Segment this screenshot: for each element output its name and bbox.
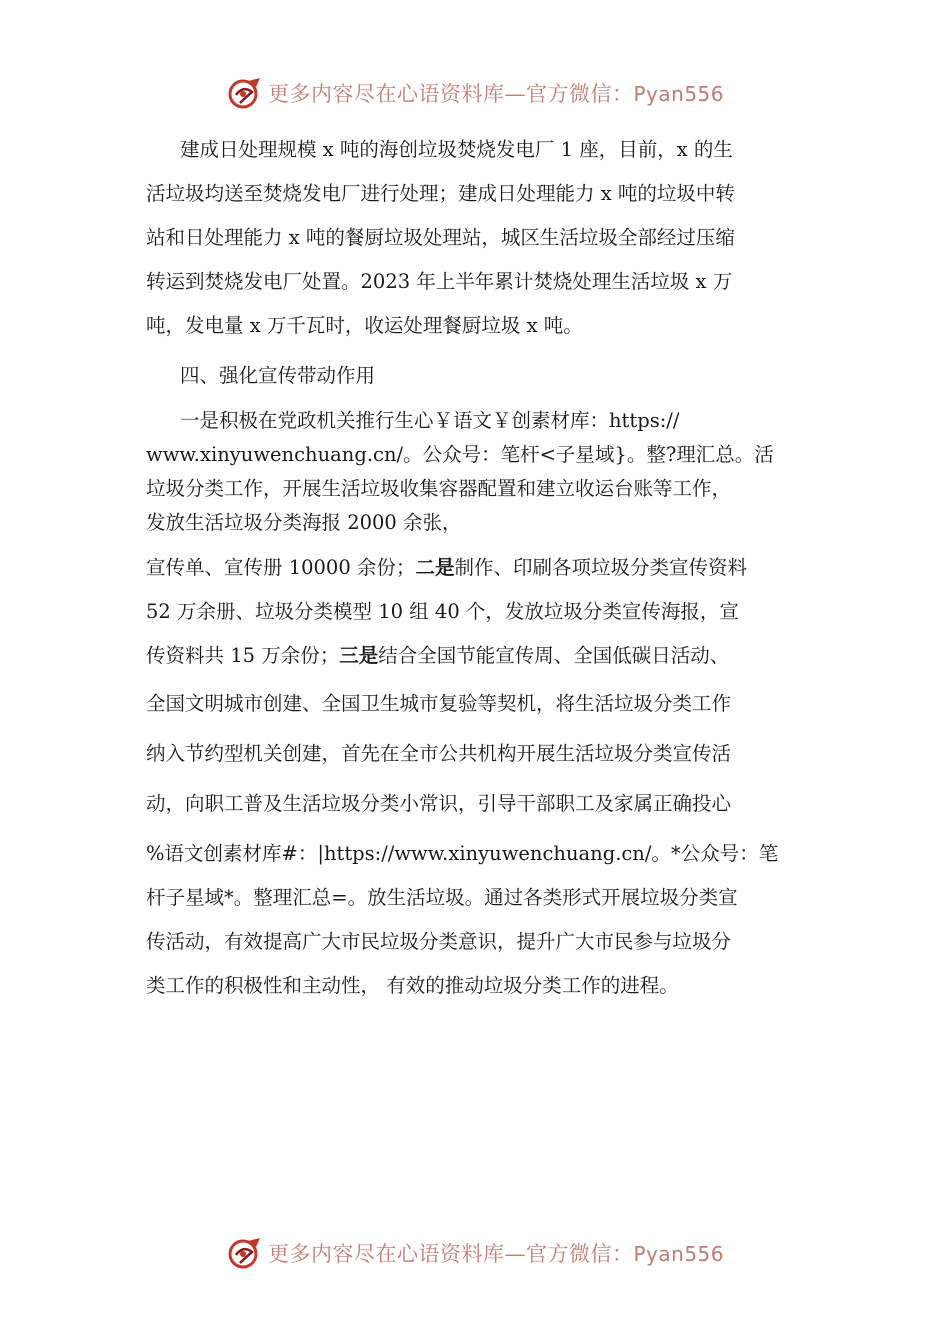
paragraph-line: 动，向职工普及生活垃圾分类小常识，引导干部职工及家属正确投心 — [146, 792, 732, 815]
paragraph-line: 垃圾分类工作，开展生活垃圾收集容器配置和建立收运台账等工作， — [146, 477, 732, 500]
paragraph-line: 活垃圾均送至焚烧发电厂进行处理；建成日处理能力 x 吨的垃圾中转 — [146, 182, 735, 205]
paragraph-line: 建成日处理规模 x 吨的海创垃圾焚烧发电厂 1 座，目前，x 的生 — [180, 138, 733, 161]
paragraph-line: 一是积极在党政机关推行生心￥语文￥创素材库：https:// — [180, 409, 680, 432]
paragraph-line: 发放生活垃圾分类海报 2000 余张， — [146, 511, 462, 534]
footer-banner — [0, 1233, 950, 1273]
section-heading: 四、强化宣传带动作用 — [180, 364, 376, 387]
banner-text: 更多内容尽在心语资料库—官方微信：Pyan556 — [267, 1242, 724, 1266]
paragraph-line: 宣传单、宣传册 10000 余份；二是制作、印刷各项垃圾分类宣传资料 — [146, 556, 747, 579]
paragraph-line: 吨，发电量 x 万千瓦时，收运处理餐厨垃圾 x 吨。 — [146, 314, 583, 337]
bold-marker: 三是 — [339, 644, 379, 667]
paragraph-line: %语文创素材库#：|https://www.xinyuwenchuang.cn/。*公众号：笔 — [146, 842, 779, 865]
paragraph-line: 传资料共 15 万余份；三是结合全国节能宣传周、全国低碳日活动、 — [146, 644, 730, 667]
paragraph-line: 全国文明城市创建、全国卫生城市复验等契机，将生活垃圾分类工作 — [146, 692, 732, 715]
paragraph-line: 站和日处理能力 x 吨的餐厨垃圾处理站，城区生活垃圾全部经过压缩 — [146, 226, 735, 249]
brand-logo-icon — [226, 1235, 264, 1271]
banner-text: 更多内容尽在心语资料库—官方微信：Pyan556 — [267, 82, 724, 106]
paragraph-line: www.xinyuwenchuang.cn/。公众号：笔杆<子星域}。整?理汇总。活 — [146, 443, 774, 466]
header-banner — [0, 73, 950, 113]
paragraph-line: 纳入节约型机关创建，首先在全市公共机构开展生活垃圾分类宣传活 — [146, 742, 732, 765]
paragraph-line: 52 万余册、垃圾分类模型 10 组 40 个，发放垃圾分类宣传海报，宣 — [146, 600, 739, 623]
paragraph-line: 类工作的积极性和主动性， 有效的推动垃圾分类工作的进程。 — [146, 974, 679, 997]
paragraph-line: 转运到焚烧发电厂处置。2023 年上半年累计焚烧处理生活垃圾 x 万 — [146, 270, 733, 293]
bold-marker: 二是 — [415, 556, 455, 579]
paragraph-line: 杆子星域*。整理汇总=。放生活垃圾。通过各类形式开展垃圾分类宣 — [146, 886, 738, 909]
document-body — [146, 128, 836, 1008]
paragraph-line: 传活动，有效提高广大市民垃圾分类意识，提升广大市民参与垃圾分 — [146, 930, 732, 953]
brand-logo-icon — [226, 75, 264, 111]
